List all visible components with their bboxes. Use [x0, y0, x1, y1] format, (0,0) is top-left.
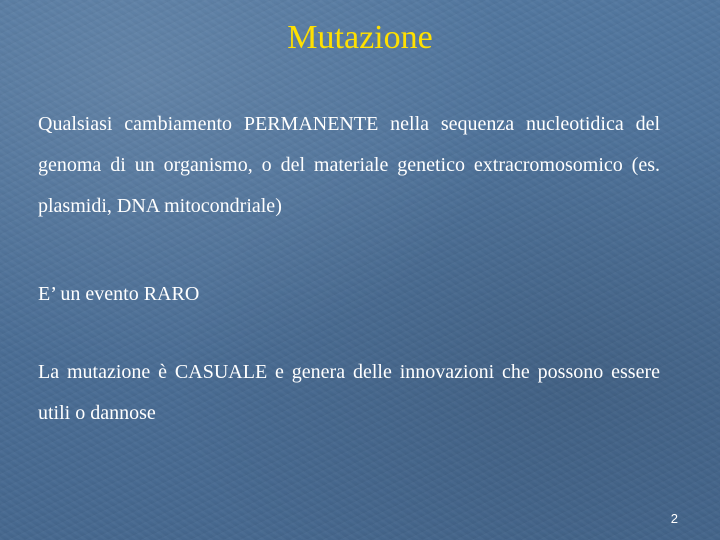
slide-title: Mutazione — [287, 19, 433, 56]
paragraph-rarity: E’ un evento RARO — [38, 283, 200, 305]
paragraph-definition: Qualsiasi cambiamento PERMANENTE nella sequenza nucleotidica del genoma di un organismo, o del materiale genetico extracromosomico (es. plasmidi, DNA mitocondriale) — [38, 113, 660, 217]
page-number: 2 — [670, 511, 678, 526]
paragraph-randomness: La mutazione è CASUALE e genera delle innovazioni che possono essere utili o dannose — [38, 361, 660, 424]
